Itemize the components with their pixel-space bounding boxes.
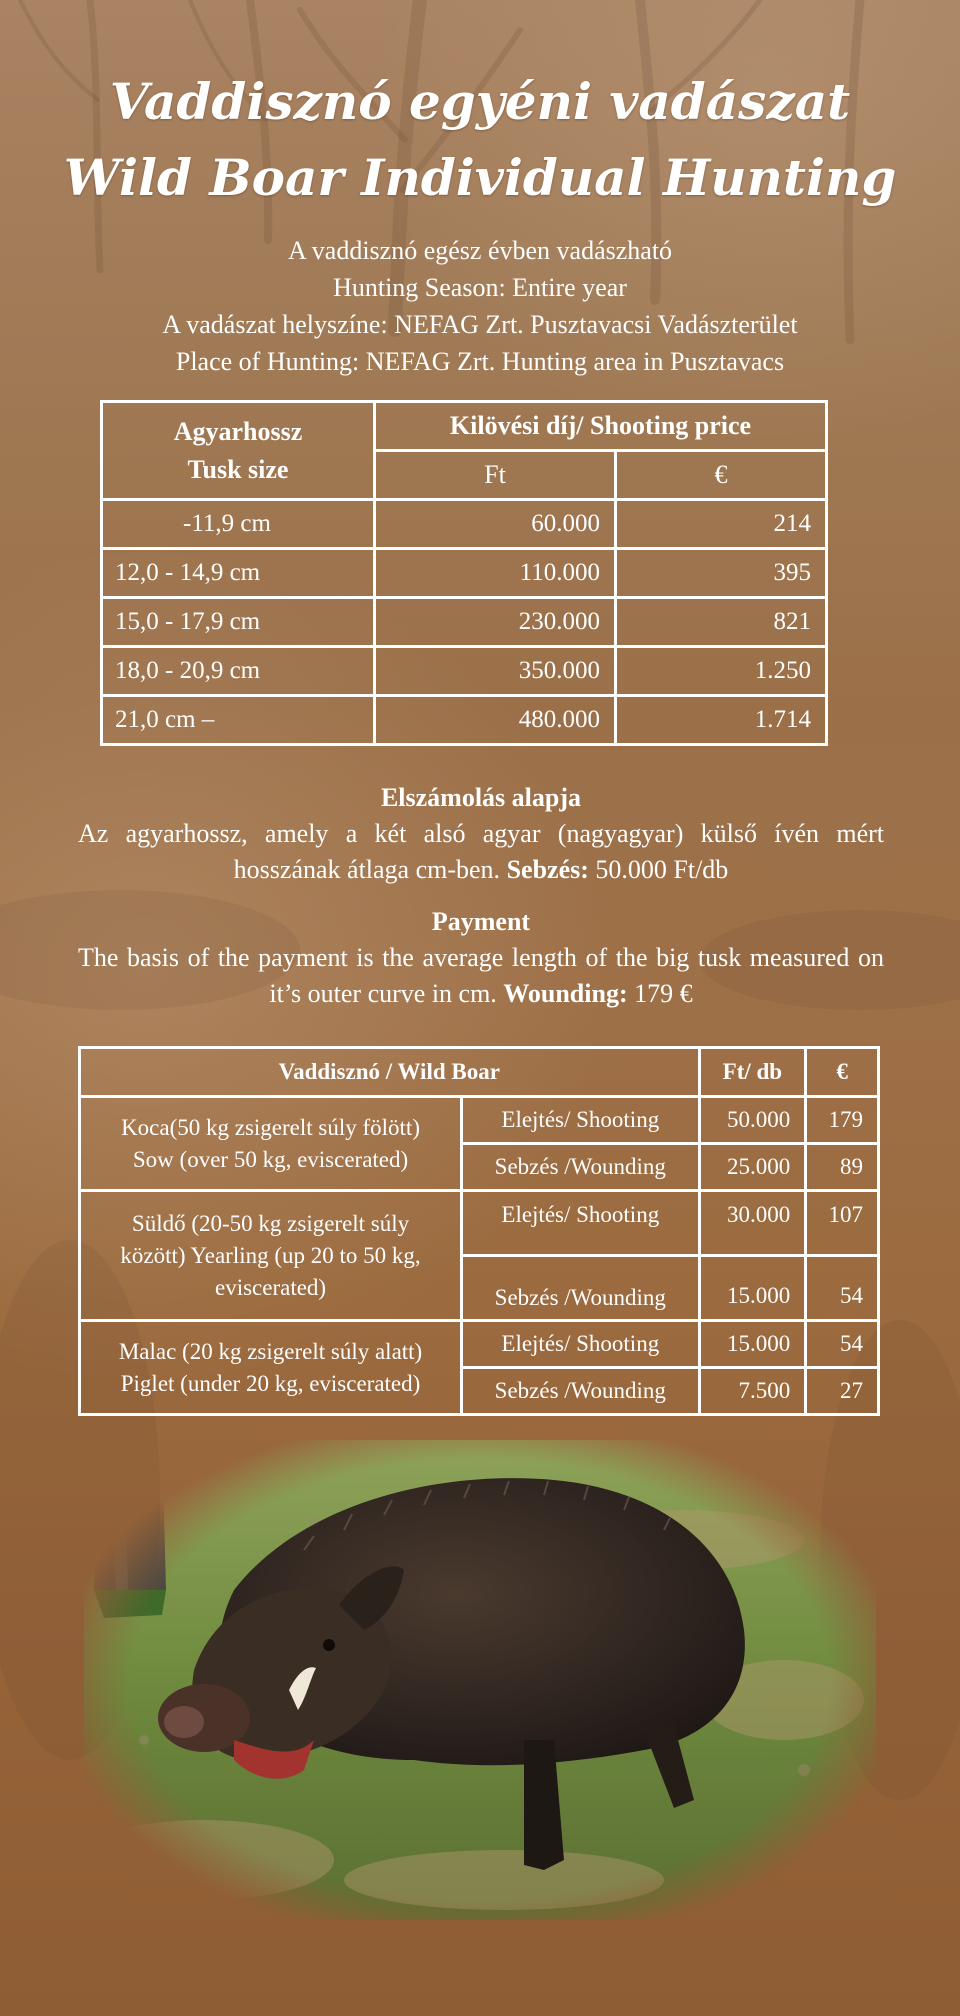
ft-cell: 30.000 <box>699 1191 806 1256</box>
price-eur-cell: 821 <box>616 598 827 647</box>
yearling-description <box>80 1191 462 1321</box>
eur-cell: 54 <box>806 1321 879 1368</box>
price-eur-cell: 214 <box>616 500 827 549</box>
table-row <box>102 647 827 696</box>
table-row <box>80 1191 879 1256</box>
wild-boar-price-table <box>78 1046 880 1416</box>
title-hungarian: Vaddisznó egyéni vadászat <box>109 72 851 131</box>
price-eur-cell: 395 <box>616 549 827 598</box>
yearling-line-1: Süldő (20-50 kg zsigerelt súly <box>131 1210 410 1236</box>
table-row <box>102 549 827 598</box>
eur-header: € <box>806 1048 879 1097</box>
price-eur-cell: 1.250 <box>616 647 827 696</box>
payment-heading: Payment <box>431 907 531 936</box>
kind-cell: Elejtés/ Shooting <box>462 1191 699 1256</box>
ft-per-piece-header: Ft/ db <box>699 1048 806 1097</box>
yearling-line-3: eviscerated) <box>214 1274 327 1300</box>
payment-text <box>78 940 884 1012</box>
price-ft-cell: 110.000 <box>375 549 616 598</box>
settlement-text <box>78 816 884 888</box>
eur-cell: 179 <box>806 1097 879 1144</box>
settlement-wound-value: 50.000 Ft/db <box>595 855 729 884</box>
sow-description <box>80 1097 462 1191</box>
price-ft-cell: 60.000 <box>375 500 616 549</box>
hunting-info <box>0 232 960 380</box>
price-ft-cell: 230.000 <box>375 598 616 647</box>
eur-cell: 27 <box>806 1368 879 1415</box>
tusk-size-header-hu: Agyarhossz <box>173 416 303 446</box>
wild-boar-header: Vaddisznó / Wild Boar <box>80 1048 700 1097</box>
payment-note <box>78 904 884 1012</box>
price-table-header-row <box>102 402 827 451</box>
boar-illustration <box>84 1440 876 1920</box>
payment-wound-label: Wounding: <box>503 979 628 1008</box>
tusk-size-cell: 12,0 - 14,9 cm <box>102 549 375 598</box>
settlement-wound-label: Sebzés: <box>506 855 589 884</box>
kind-cell: Sebzés /Wounding <box>462 1144 699 1191</box>
tusk-size-header-en: Tusk size <box>187 454 289 484</box>
location-hungarian: A vadászat helyszíne: NEFAG Zrt. Pusztavacsi Vadászterület <box>162 310 798 339</box>
payment-body: The basis of the payment is the average length of the big tusk measured on it’s outer curve in cm. <box>78 943 884 1008</box>
price-ft-cell: 350.000 <box>375 647 616 696</box>
wild-boar-photo <box>84 1440 876 1920</box>
piglet-line-1: Malac (20 kg zsigerelt súly alatt) <box>118 1338 423 1364</box>
ft-cell: 7.500 <box>699 1368 806 1415</box>
location-english: Place of Hunting: NEFAG Zrt. Hunting area in Pusztavacs <box>175 347 785 376</box>
ft-cell: 15.000 <box>699 1321 806 1368</box>
kind-cell: Elejtés/ Shooting <box>462 1097 699 1144</box>
eur-cell: 107 <box>806 1191 879 1256</box>
page-title <box>0 64 960 216</box>
price-ft-cell: 480.000 <box>375 696 616 745</box>
ft-cell: 50.000 <box>699 1097 806 1144</box>
tusk-size-cell: -11,9 cm <box>102 500 375 549</box>
table-row <box>102 696 827 745</box>
eur-cell: 89 <box>806 1144 879 1191</box>
ft-cell: 15.000 <box>699 1256 806 1321</box>
piglet-description <box>80 1321 462 1415</box>
table-row <box>102 500 827 549</box>
sow-line-2: Sow (over 50 kg, eviscerated) <box>132 1146 409 1172</box>
ft-column-header: Ft <box>375 451 616 500</box>
tusk-size-cell: 18,0 - 20,9 cm <box>102 647 375 696</box>
table-row <box>80 1321 879 1368</box>
settlement-body: Az agyarhossz, amely a két alsó agyar (nagyagyar) külső ívén mért hosszának átlaga cm-ben. <box>78 819 884 884</box>
piglet-line-2: Piglet (under 20 kg, eviscerated) <box>120 1370 421 1396</box>
tusk-size-cell: 15,0 - 17,9 cm <box>102 598 375 647</box>
payment-wound-value: 179 € <box>634 979 693 1008</box>
season-hungarian: A vaddisznó egész évben vadászható <box>287 236 673 265</box>
settlement-heading: Elszámolás alapja <box>380 783 582 812</box>
yearling-line-2: között) Yearling (up 20 to 50 kg, <box>120 1242 421 1268</box>
sow-line-1: Koca(50 kg zsigerelt súly fölött) <box>121 1114 420 1140</box>
eur-cell: 54 <box>806 1256 879 1321</box>
tusk-size-cell: 21,0 cm – <box>102 696 375 745</box>
shooting-price-header: Kilövési díj/ Shooting price <box>375 402 827 451</box>
kind-cell: Sebzés /Wounding <box>462 1368 699 1415</box>
price-eur-cell: 1.714 <box>616 696 827 745</box>
eur-column-header: € <box>616 451 827 500</box>
tusk-price-table <box>100 400 828 746</box>
settlement-note <box>78 780 884 888</box>
game-table-header-row <box>80 1048 879 1097</box>
table-row <box>80 1097 879 1144</box>
table-row <box>102 598 827 647</box>
kind-cell: Sebzés /Wounding <box>462 1256 699 1321</box>
kind-cell: Elejtés/ Shooting <box>462 1321 699 1368</box>
season-english: Hunting Season: Entire year <box>333 273 627 302</box>
tusk-size-header <box>102 402 375 500</box>
title-english: Wild Boar Individual Hunting <box>63 148 897 207</box>
ft-cell: 25.000 <box>699 1144 806 1191</box>
